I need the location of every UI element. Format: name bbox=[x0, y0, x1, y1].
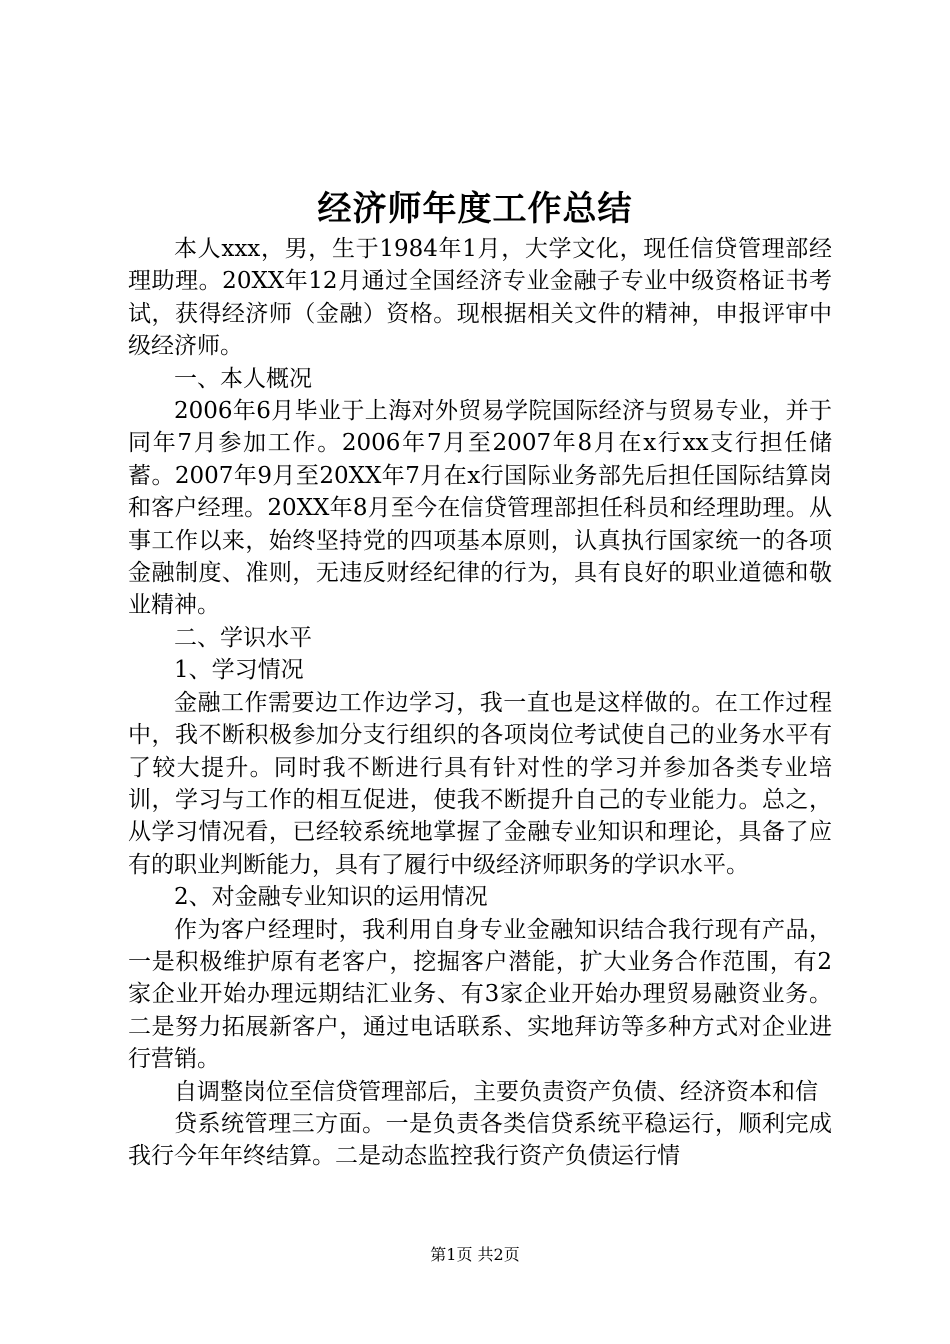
document-title: 经济师年度工作总结 bbox=[317, 189, 633, 229]
subheading-study: 1、学习情况 bbox=[174, 657, 304, 684]
subheading-application: 2、对金融专业知识的运用情况 bbox=[174, 884, 488, 911]
paragraph-application: 作为客户经理时，我利用自身专业金融知识结合我行现有产品，一是积极维护原有老客户，挖掘客户潜能，扩大业务合作范围，有2家企业开始办理远期结汇业务、有3家企业开始办理贸易融资业务。二是努力拓展新客户，通过电话联系、实地拜访等多种方式对企业进行营销。 bbox=[128, 916, 832, 1073]
paragraph-overview: 2006年6月毕业于上海对外贸易学院国际经济与贸易专业，并于同年7月参加工作。2006年7月至2007年8月在x行xx支行担任储蓄。2007年9月至20XX年7月在x行国际业务部先后担任国际结算岗和客户经理。20XX年8月至今在信贷管理部担任科员和经理助理。从事工作以来，始终坚持党的四项基本原则，认真执行国家统一的各项金融制度、准则，无违反财经纪律的行为，具有良好的职业道德和敬业精神。 bbox=[128, 398, 832, 619]
section-heading-knowledge: 二、学识水平 bbox=[174, 624, 312, 651]
section-heading-overview: 一、本人概况 bbox=[174, 365, 312, 392]
paragraph-credit-systems: 贷系统管理三方面。一是负责各类信贷系统平稳运行，顺利完成我行今年年终结算。二是动态监控我行资产负债运行情 bbox=[128, 1110, 832, 1170]
paragraph-intro: 本人xxx，男，生于1984年1月，大学文化，现任信贷管理部经理助理。20XX年12月通过全国经济专业金融子专业中级资格证书考试，获得经济师（金融）资格。现根据相关文件的精神，申报评审中级经济师。 bbox=[128, 236, 832, 360]
page-footer: 第1页 共2页 bbox=[430, 1245, 520, 1264]
paragraph-study: 金融工作需要边工作边学习，我一直也是这样做的。在工作过程中，我不断积极参加分支行组织的各项岗位考试使自己的业务水平有了较大提升。同时我不断进行具有针对性的学习并参加各类专业培训，学习与工作的相互促进，使我不断提升自己的专业能力。总之，从学习情况看，已经较系统地掌握了金融专业知识和理论，具备了应有的职业判断能力，具有了履行中级经济师职务的学识水平。 bbox=[128, 689, 832, 878]
paragraph-credit-dept: 自调整岗位至信贷管理部后，主要负责资产负债、经济资本和信 bbox=[174, 1078, 818, 1105]
document-body bbox=[128, 233, 832, 1173]
